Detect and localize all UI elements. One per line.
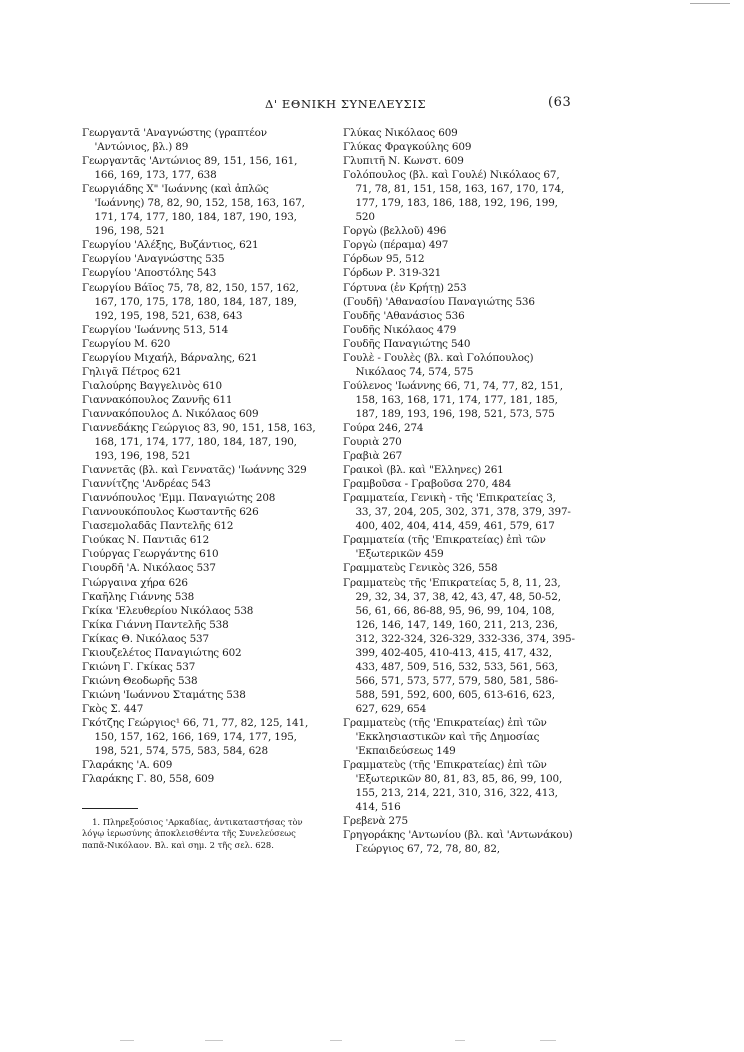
index-entry: Γραμβοῦσα - Γραβοῦσα 270, 484 xyxy=(343,478,512,491)
index-entry: Γκίκας Θ. Νικόλαος 537 xyxy=(82,632,209,645)
index-entry: Γούλενος 'Ιωάννης 66, 71, 74, 77, 82, 151, 158, 163, 168, 171, 174, 177, 181, 185, 187, 189, 193, 196, 198, 521, 573, 575 xyxy=(343,379,563,420)
scan-artifact xyxy=(540,1040,556,1041)
index-entry: Γεωργίου 'Αποστόλης 543 xyxy=(82,267,217,280)
index-entry: Γεωργαντᾶ 'Αναγνώστης (γραπτέον 'Αντώνιος, βλ.) 89 xyxy=(82,127,267,154)
index-entry: Γραικοὶ (βλ. καὶ "Ελληνες) 261 xyxy=(343,464,504,477)
index-entry: Γραμματεὺς (τῆς 'Επικρατείας) ἐπὶ τῶν 'Εξωτερικῶν 80, 81, 83, 85, 86, 99, 100, 155, 213, 214, 221, 310, 316, 322, 413, 414, 516 xyxy=(343,759,563,814)
index-entry: Γουλὲ - Γουλὲς (βλ. καὶ Γολόπουλος) Νικόλαος 74, 574, 575 xyxy=(343,351,534,378)
index-entry: Γλύκας Φραγκούλης 609 xyxy=(343,141,472,154)
index-column-right xyxy=(343,126,575,856)
running-header-title: Δ' ΕΘΝΙΚΗ ΣΥΝΕΛΕΥΣΙΣ xyxy=(265,97,427,111)
index-entry: Γκιώνη Γ. Γκίκας 537 xyxy=(82,660,196,673)
index-entry: Γεωργίου 'Αλέξης, Βυζάντιος, 621 xyxy=(82,239,259,252)
index-entry: Γλύκας Νικόλαος 609 xyxy=(343,127,458,139)
index-entry: Γιούργας Γεωργάντης 610 xyxy=(82,548,219,561)
index-entry: Γοργὼ (πέραμα) 497 xyxy=(343,239,449,252)
footnote-rule xyxy=(82,808,138,809)
index-entry: Γεωργίου Μ. 620 xyxy=(82,337,171,350)
index-entry: Γραβιὰ 267 xyxy=(343,450,403,463)
index-entry: Γρηγοράκης 'Αντωνίου (βλ. καὶ 'Αντωνάκου) Γεώργιος 67, 72, 78, 80, 82, xyxy=(343,829,573,856)
index-entry: Γιαλούρης Βαγγελινὸς 610 xyxy=(82,379,222,392)
footnote: 1. Πληρεξούσιος 'Αρκαδίας, ἀντικαταστήσας τὸν λόγῳ ἱερωσύνης ἀποκλεισθέντα τῆς Συνελεύσεως παπᾶ-Νικόλαον. Βλ. καὶ σημ. 2 τῆς σελ. 628. xyxy=(82,817,303,850)
index-entry: Γόρδων Ρ. 319-321 xyxy=(343,267,442,280)
page-number: (63 xyxy=(548,95,572,110)
index-entry: Γουριὰ 270 xyxy=(343,436,402,449)
scan-artifact xyxy=(455,1040,465,1041)
index-entry: Γκιουζελέτος Παναγιώτης 602 xyxy=(82,646,242,659)
index-entry: Γιαννεδάκης Γεώργιος 83, 90, 151, 158, 163, 168, 171, 174, 177, 180, 184, 187, 190, 193, 196, 198, 521 xyxy=(82,421,316,463)
index-entry: Γιούκας Ν. Παντιᾶς 612 xyxy=(82,534,210,547)
index-entry: Γεωργίου Βάϊος 75, 78, 82, 150, 157, 162, 167, 170, 175, 178, 180, 184, 187, 189, 192, 195, 198, 521, 638, 643 xyxy=(82,281,299,322)
index-entry: Γκίκα 'Ελευθερίου Νικόλαος 538 xyxy=(82,604,254,617)
index-entry: Γόρτυνα (ἐν Κρήτῃ) 253 xyxy=(343,281,467,294)
index-entry: Γκότζης Γεώργιος¹ 66, 71, 77, 82, 125, 141, 150, 157, 162, 166, 169, 174, 177, 195, 198, 521, 574, 575, 583, 584, 628 xyxy=(82,716,309,758)
index-entry: Γραμματεὺς Γενικὸς 326, 558 xyxy=(343,562,498,575)
index-entry: Γούρα 246, 274 xyxy=(343,421,424,434)
index-entry: Γραμματεία, Γενικὴ - τῆς 'Επικρατείας 3, 33, 37, 204, 205, 302, 371, 378, 379, 397-400, 402, 404, 414, 459, 461, 579, 617 xyxy=(343,492,571,533)
index-entry: Γιαννίτζης 'Ανδρέας 543 xyxy=(82,478,211,491)
index-entry: Γεωργίου 'Ιωάννης 513, 514 xyxy=(82,323,229,336)
index-entry: Γκαῆλης Γιάννης 538 xyxy=(82,590,195,603)
index-entry: Γραμματεία (τῆς 'Επικρατείας) ἐπὶ τῶν 'Εξωτερικῶν 459 xyxy=(343,534,546,561)
index-entry: Γεωργιάδης Χ" 'Ιωάννης (καὶ ἁπλῶς 'Ιωάννης) 78, 82, 90, 152, 158, 163, 167, 171, 174, 177, 180, 184, 187, 190, 193, 196, 198, 521 xyxy=(82,183,305,238)
index-entry: Γόρδων 95, 512 xyxy=(343,253,425,266)
index-entry: Γκὸς Σ. 447 xyxy=(82,702,144,715)
index-entry: Γκιώνη Θεοδωρῆς 538 xyxy=(82,674,198,687)
index-entry: Γλυπιτῆ Ν. Κωνστ. 609 xyxy=(343,155,464,168)
index-entry: Γουδῆς Παναγιώτης 540 xyxy=(343,337,471,350)
index-entry: Γιαννακόπουλος Δ. Νικόλαος 609 xyxy=(82,407,259,420)
index-entry: Γεωργαντᾶς 'Αντώνιος 89, 151, 156, 161, 166, 169, 173, 177, 638 xyxy=(82,155,298,182)
index-entry: Γουδῆς 'Αθανάσιος 536 xyxy=(343,309,465,322)
index-entry: Γεωργίου 'Αναγνώστης 535 xyxy=(82,253,225,266)
index-entry: Γκιώνη 'Ιωάννου Σταμάτης 538 xyxy=(82,688,246,701)
index-entry: Γραμματεὺς (τῆς 'Επικρατείας) ἐπὶ τῶν 'Εκκλησιαστικῶν καὶ τῆς Δημοσίας 'Εκπαιδεύσεως 149 xyxy=(343,716,547,758)
index-entry: Γιασεμολαδᾶς Παντελῆς 612 xyxy=(82,520,234,533)
index-entry: Γλαράκης Γ. 80, 558, 609 xyxy=(82,773,215,786)
index-entry: Γολόπουλος (βλ. καὶ Γουλέ) Νικόλαος 67, 71, 78, 81, 151, 158, 163, 167, 170, 174, 177, 179, 183, 186, 188, 192, 196, 199, 520 xyxy=(343,169,565,224)
index-entry: Γουδῆς Νικόλαος 479 xyxy=(343,323,457,336)
index-entry: Γραμματεὺς τῆς 'Επικρατείας 5, 8, 11, 23, 29, 32, 34, 37, 38, 42, 43, 47, 48, 50-52, 56, 61, 66, 86-88, 95, 96, 99, 104, 108, 126, 146, 147, 149, 160, 211, 213, 236, 312, 322-324, 326-329, 332-336, 374, 395-399, 402-405, 410-413, 415, 417, 432, 433, 487, 509, 516, 532, 533, 561, 563, 566, 571, 573, 577, 579, 580, 581, 586-588, 591, 592, 600, 605, 613-616, 623, 627, 629, 654 xyxy=(343,576,575,715)
index-entry: Γηλιγᾶ Πέτρος 621 xyxy=(82,365,182,378)
scan-artifact xyxy=(120,1040,134,1041)
index-entry: Γοργὼ (βελλοῦ) 496 xyxy=(343,225,447,238)
index-entry: Γιώργαινα χήρα 626 xyxy=(82,576,188,589)
index-entry: Γρεβενὰ 275 xyxy=(343,815,408,828)
index-entry: (Γουδῆ) 'Αθανασίου Παναγιώτης 536 xyxy=(343,295,535,308)
index-entry: Γιαννακόπουλος Ζαννῆς 611 xyxy=(82,393,233,406)
index-entry: Γιαννόπουλος 'Εμμ. Παναγιώτης 208 xyxy=(82,492,276,505)
scan-artifact xyxy=(330,1040,342,1041)
scan-artifact xyxy=(690,3,730,4)
scan-artifact xyxy=(205,1040,223,1041)
index-column-left xyxy=(82,126,320,786)
index-entry: Γιουρδῆ 'Α. Νικόλαος 537 xyxy=(82,562,216,575)
index-entry: Γιαννετᾶς (βλ. καὶ Γεννατᾶς) 'Ιωάννης 329 xyxy=(82,464,307,477)
index-entry: Γλαράκης 'Α. 609 xyxy=(82,759,173,772)
index-entry: Γεωργίου Μιχαήλ, Βάρναλης, 621 xyxy=(82,351,258,364)
index-entry: Γιαννουκόπουλος Κωσταντῆς 626 xyxy=(82,506,259,519)
index-entry: Γκίκα Γιάννη Παντελῆς 538 xyxy=(82,618,229,631)
